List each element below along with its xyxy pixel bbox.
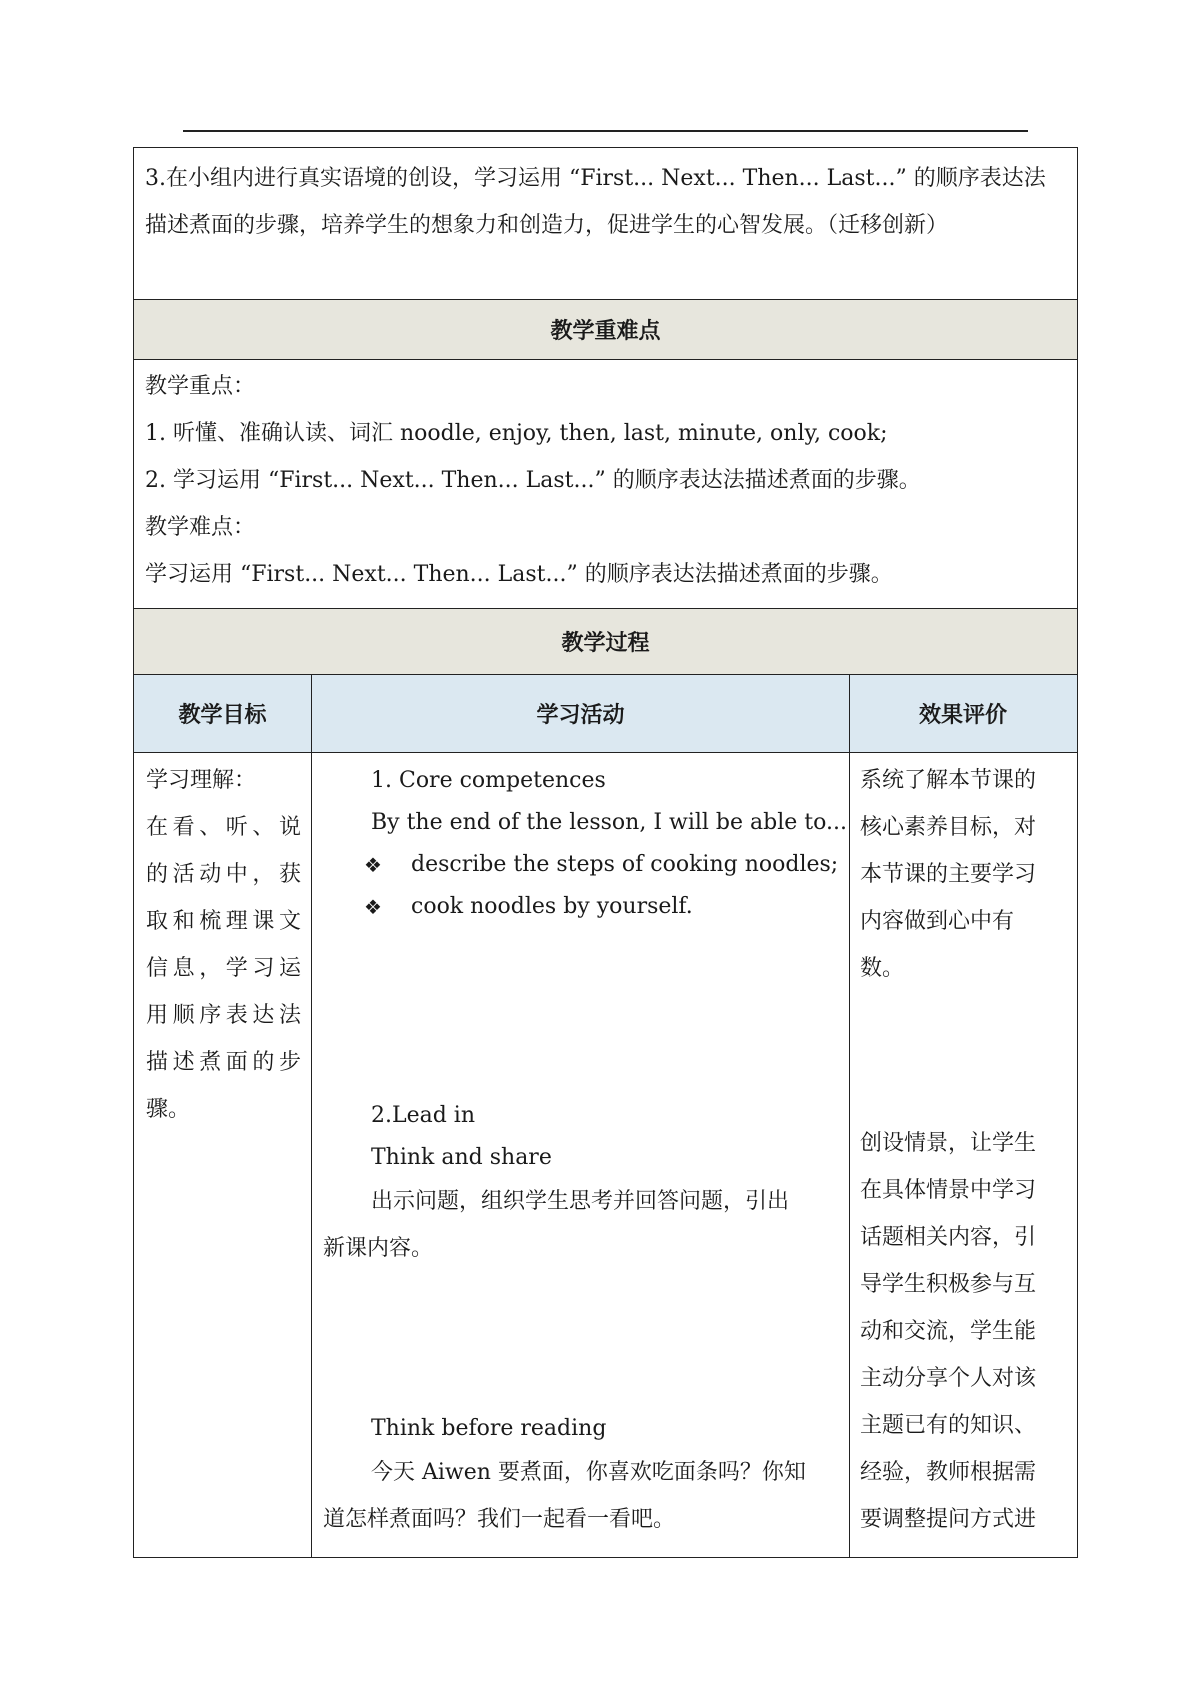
process-body-row: [133, 752, 1078, 1558]
diamond-bullet-icon: ❖: [364, 895, 382, 919]
objective-3-line2: 描述煮面的步骤，培养学生的想象力和创造力，促进学生的心智发展。（迁移创新）: [145, 213, 949, 238]
difficulty-item-1: 学习运用 “First... Next... Then... Last...” 的顺序表达法描述煮面的步骤。: [145, 562, 893, 587]
column-header-activity: 学习活动: [312, 675, 850, 752]
goal-line-1: 学习理解：: [146, 768, 257, 793]
evaluation-cell: [850, 753, 1076, 1557]
eval-1-line-2: 核心素养目标，对: [860, 815, 1037, 840]
core-item-1: describe the steps of cooking noodles;: [411, 852, 839, 877]
goal-line-8: 骤。: [146, 1097, 191, 1122]
goal-line-5: 信息，学习运: [146, 956, 301, 981]
lead-in-title: 2.Lead in: [371, 1103, 476, 1128]
activity-cell: [312, 753, 850, 1557]
think-before-reading-title: Think before reading: [371, 1416, 607, 1441]
eval-2-line-7: 主题已有的知识、: [860, 1413, 1037, 1438]
goal-line-2: 在看、听、说: [146, 815, 301, 840]
eval-1-line-5: 数。: [860, 956, 905, 981]
eval-2-line-4: 导学生积极参与互: [860, 1272, 1037, 1297]
column-header-evaluation: 效果评价: [918, 703, 1007, 728]
think-before-reading-desc-2: 道怎样煮面吗？我们一起看一看吧。: [323, 1507, 676, 1532]
difficulty-label: 教学难点：: [145, 515, 256, 540]
eval-1-line-3: 本节课的主要学习: [860, 862, 1037, 887]
process-header: 教学过程: [133, 608, 1078, 674]
goal-cell: [134, 753, 312, 1557]
key-points-header: 教学重难点: [133, 299, 1078, 359]
key-points-row: [133, 359, 1078, 608]
diamond-bullet-icon: ❖: [364, 853, 382, 877]
eval-2-line-5: 动和交流，学生能: [860, 1319, 1037, 1344]
focus-item-2: 2. 学习运用 “First... Next... Then... Last...” 的顺序表达法描述煮面的步骤。: [145, 468, 921, 493]
core-competences-title: 1. Core competences: [371, 768, 606, 793]
eval-2-line-2: 在具体情景中学习: [860, 1178, 1037, 1203]
objective-3-row: [133, 147, 1078, 299]
column-header-row: [133, 674, 1078, 752]
think-before-reading-desc-1: 今天 Aiwen 要煮面，你喜欢吃面条吗？你知: [371, 1460, 806, 1485]
eval-2-line-1: 创设情景，让学生: [860, 1131, 1037, 1156]
focus-label: 教学重点：: [145, 374, 256, 399]
goal-line-6: 用顺序表达法: [146, 1003, 301, 1028]
focus-item-1: 1. 听懂、准确认读、词汇 noodle, enjoy, then, last, minute, only, cook;: [145, 421, 888, 446]
goal-line-7: 描述煮面的步: [146, 1050, 301, 1075]
core-competences-intro: By the end of the lesson, I will be able to...: [371, 810, 847, 835]
eval-2-line-8: 经验，教师根据需: [860, 1460, 1037, 1485]
lead-in-subtitle: Think and share: [371, 1145, 552, 1170]
lead-in-desc-2: 新课内容。: [323, 1236, 434, 1261]
eval-1-line-1: 系统了解本节课的: [860, 768, 1037, 793]
goal-line-4: 取和梳理课文: [146, 909, 301, 934]
column-header-goal: 教学目标: [134, 675, 312, 752]
header-rule: [183, 130, 1028, 132]
objective-3-line1: 3.在小组内进行真实语境的创设，学习运用 “First... Next... Then... Last...” 的顺序表达法: [145, 166, 1046, 191]
eval-2-line-6: 主动分享个人对该: [860, 1366, 1037, 1391]
core-item-2: cook noodles by yourself.: [411, 894, 693, 919]
goal-line-3: 的活动中，获: [146, 862, 301, 887]
lesson-plan-table: [133, 147, 1078, 1558]
eval-2-line-3: 话题相关内容，引: [860, 1225, 1037, 1250]
lead-in-desc-1: 出示问题，组织学生思考并回答问题，引出: [371, 1189, 790, 1214]
eval-2-line-9: 要调整提问方式进: [860, 1507, 1037, 1532]
eval-1-line-4: 内容做到心中有: [860, 909, 1015, 934]
